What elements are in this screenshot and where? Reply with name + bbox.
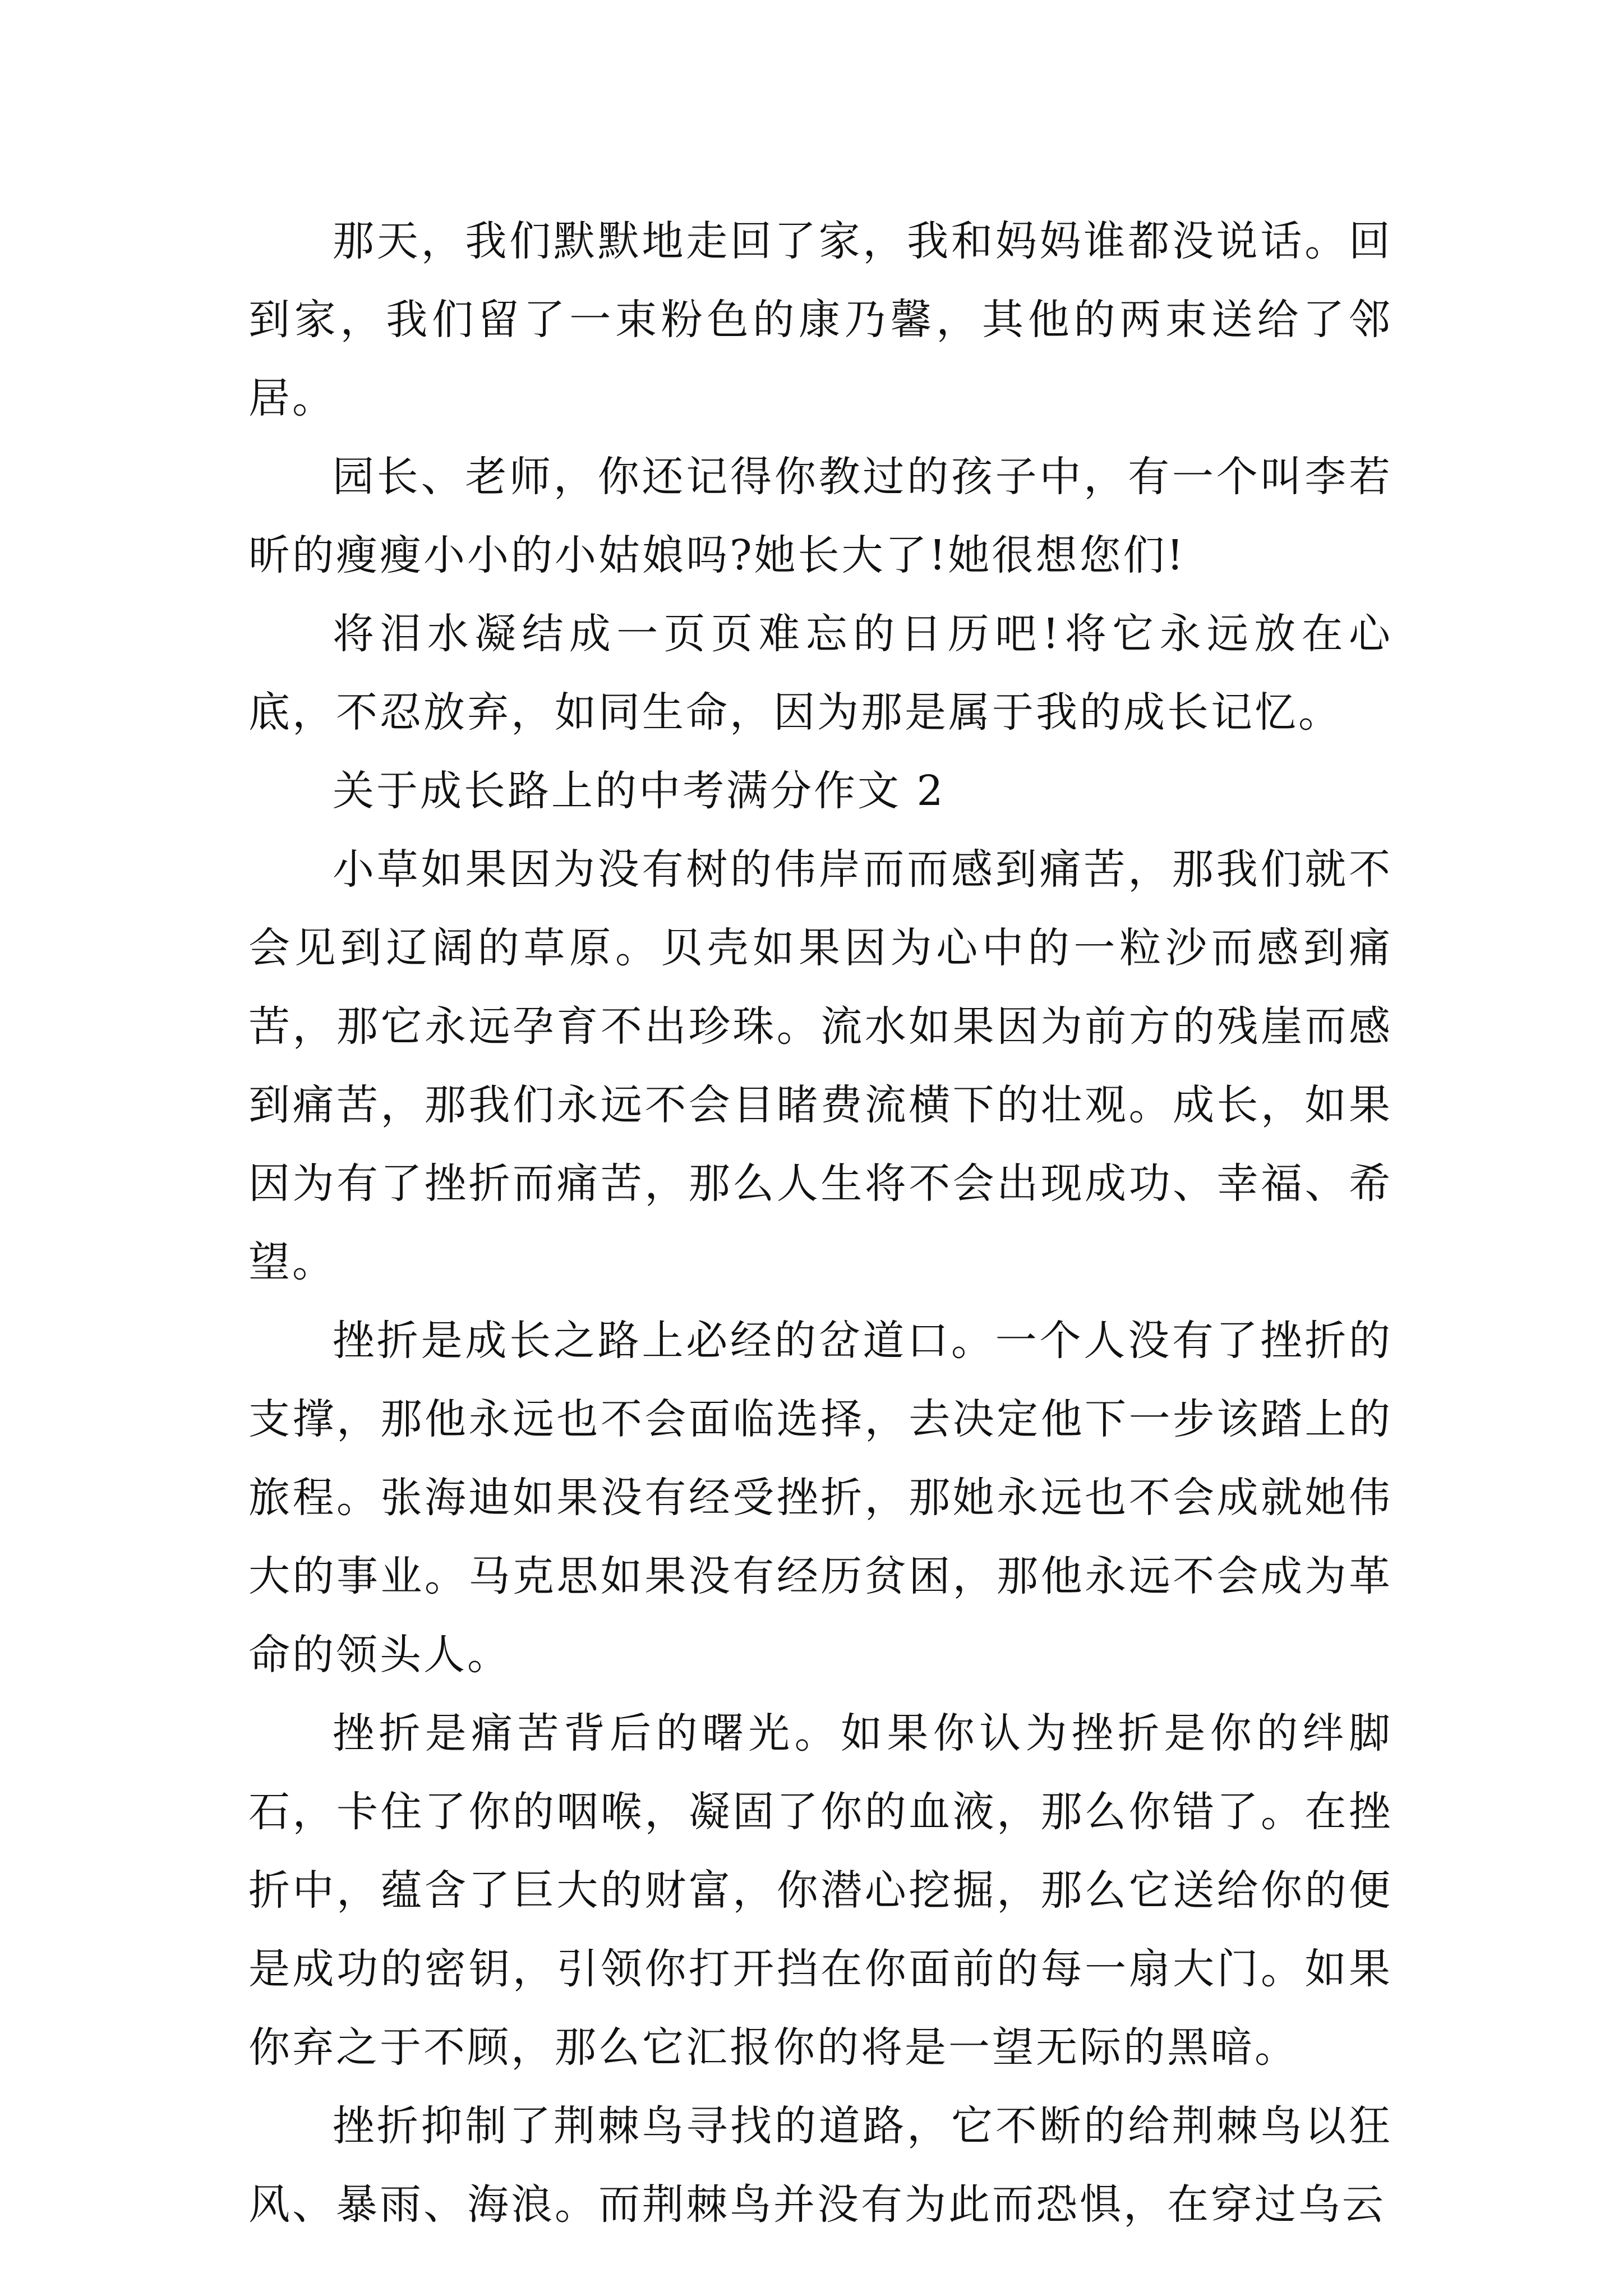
paragraph-2: 园长、老师，你还记得你教过的孩子中，有一个叫李若昕的瘦瘦小小的小姑娘吗?她长大了!她很想您们!	[248, 453, 1393, 579]
paragraph-7: 挫折是痛苦背后的曙光。如果你认为挫折是你的绊脚石，卡住了你的咽喉，凝固了你的血液，那么你错了。在挫折中，蕴含了巨大的财富，你潜心挖掘，那么它送给你的便是成功的密钥，引领你打开挡在你面前的每一扇大门。如果你弃之于不顾，那么它汇报你的将是一望无际的黑暗。	[248, 1709, 1393, 2072]
essay-title: 关于成长路上的中考满分作文 2	[333, 767, 946, 815]
paragraph-8: 挫折抑制了荆棘鸟寻找的道路，它不断的给荆棘鸟以狂风、暴雨、海浪。而荆棘鸟并没有为此而恐惧，在穿过乌云	[248, 2102, 1393, 2229]
paragraph-5: 小草如果因为没有树的伟岸而而感到痛苦，那我们就不会见到辽阔的草原。贝壳如果因为心中的一粒沙而感到痛苦，那它永远孕育不出珍珠。流水如果因为前方的残崖而感到痛苦，那我们永远不会目睹费流横下的壮观。成长，如果因为有了挫折而痛苦，那么人生将不会出现成功、幸福、希望。	[248, 845, 1393, 1286]
paragraph-6: 挫折是成长之路上必经的岔道口。一个人没有了挫折的支撑，那他永远也不会面临选择，去决定他下一步该踏上的旅程。张海迪如果没有经受挫折，那她永远也不会成就她伟大的事业。马克思如果没有经历贫困，那他永远不会成为革命的领头人。	[248, 1317, 1393, 1679]
paragraph-3: 将泪水凝结成一页页难忘的日历吧!将它永远放在心底，不忍放弃，如同生命，因为那是属于我的成长记忆。	[248, 610, 1393, 737]
document-body	[248, 202, 1393, 2244]
paragraph-1: 那天，我们默默地走回了家，我和妈妈谁都没说话。回到家，我们留了一束粉色的康乃馨，其他的两束送给了邻居。	[248, 217, 1393, 422]
